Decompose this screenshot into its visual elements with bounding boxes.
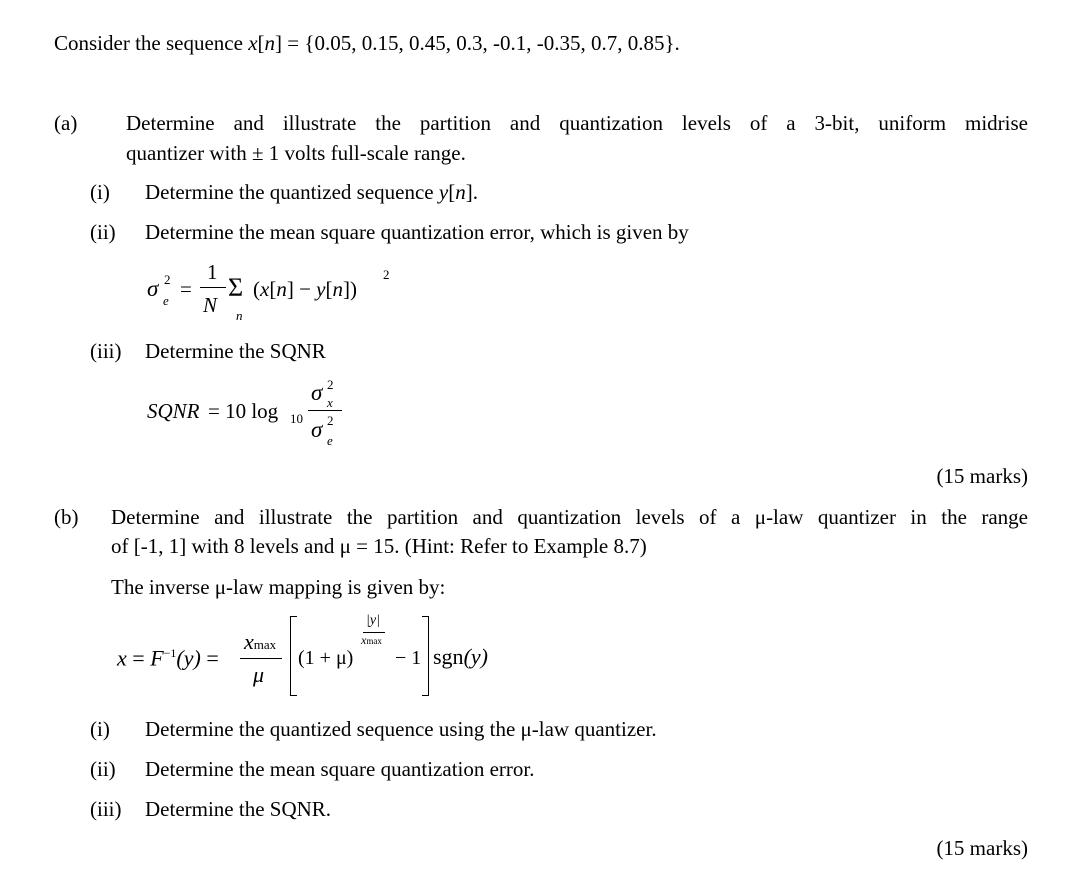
intro-index-close: ] — [275, 31, 283, 55]
part-a-line1: Determine and illustrate the partition and quantization levels of a 3-bit, uniform midrise — [126, 111, 1028, 135]
intro-line — [54, 31, 680, 56]
intro-var: x — [248, 31, 258, 55]
sqnr-den-sub: e — [327, 433, 333, 448]
inv-big-bracket-right — [422, 616, 429, 696]
inv-eq2: = — [200, 645, 219, 671]
part-b-label: (b) — [54, 505, 79, 529]
part-b-inverse-intro: The inverse μ-law mapping is given by: — [111, 575, 446, 599]
part-b-item-i-text: Determine the quantized sequence using the μ-law quantizer. — [145, 717, 657, 741]
mse-b2o: [ — [325, 277, 333, 301]
mse-equals: = — [180, 277, 192, 301]
intro-values: = {0.05, 0.15, 0.45, 0.3, -0.1, -0.35, 0.7, 0.85}. — [282, 31, 680, 55]
mse-n1: n — [276, 277, 287, 301]
mse-sigma-sub: e — [163, 293, 169, 308]
inv-frac-bar — [240, 658, 282, 659]
inv-x: x — [117, 645, 127, 671]
mse-sum-index: n — [236, 308, 243, 323]
part-a-marks: (15 marks) — [936, 464, 1028, 488]
inv-exp-den — [361, 634, 382, 646]
sqnr-den-sup: 2 — [327, 413, 334, 428]
part-a-item-i-prefix: Determine the quantized sequence — [145, 180, 439, 204]
part-a-item-i-idx-var: n — [455, 180, 466, 204]
part-a-label: (a) — [54, 111, 78, 135]
sqnr-eq-log: = 10 log — [208, 399, 279, 423]
intro-prefix: Consider the sequence — [54, 31, 249, 55]
mse-frac-den: N — [203, 293, 218, 317]
mse-y: y — [316, 277, 326, 301]
part-a-item-iii-text: Determine the SQNR — [145, 339, 326, 363]
inv-frac-num — [244, 631, 276, 653]
part-b-item-ii-label: (ii) — [90, 757, 116, 781]
inv-base: (1 + μ) — [298, 647, 354, 669]
inv-minus-one: − 1 — [395, 647, 422, 669]
inv-frac-num-sub: max — [253, 637, 277, 652]
inv-lhs — [117, 647, 219, 669]
part-a-item-ii-label: (ii) — [90, 220, 116, 244]
inv-exp-den-x: x — [361, 633, 367, 647]
inv-frac-den: μ — [253, 662, 265, 687]
inv-eq1: = — [126, 645, 151, 671]
sqnr-den-sigma: σ — [311, 417, 323, 442]
part-b-marks: (15 marks) — [936, 836, 1028, 860]
inv-sgn — [433, 646, 488, 668]
mse-sigma-sup: 2 — [164, 272, 171, 287]
part-b-line1: Determine and illustrate the partition and quantization levels of a μ-law quantizer in the range — [111, 505, 1028, 529]
part-a-item-iii-label: (iii) — [90, 339, 122, 363]
mse-b1o: [ — [269, 277, 277, 301]
part-b-item-iii-label: (iii) — [90, 797, 122, 821]
mse-b1c: ] — [286, 277, 294, 301]
part-b-item-ii-text: Determine the mean square quantization error. — [145, 757, 535, 781]
inv-sgn-fn: sgn — [433, 644, 464, 669]
mse-frac-num: 1 — [207, 260, 218, 284]
intro-index-var: n — [264, 31, 276, 55]
part-a-item-ii-text: Determine the mean square quantization error, which is given by — [145, 220, 689, 244]
mse-body — [253, 279, 357, 300]
part-a-item-i-idx-open: [ — [448, 180, 456, 204]
inv-sgn-arg: (y) — [463, 644, 488, 669]
sqnr-num-sigma: σ — [311, 380, 323, 405]
mse-sum: Σ — [228, 273, 244, 302]
sqnr-lhs: SQNR — [147, 399, 200, 423]
inv-arg: (y) — [176, 645, 201, 671]
mse-outer-sup: 2 — [383, 267, 390, 282]
part-a-item-i-text — [145, 180, 478, 205]
inv-F-sup: −1 — [163, 646, 177, 660]
inv-exp-den-sub: max — [366, 636, 382, 646]
mse-n2: n — [332, 277, 343, 301]
inv-frac-num-x: x — [244, 629, 254, 654]
mse-b2c: ]) — [343, 277, 357, 301]
part-a-item-i-suffix: ]. — [465, 180, 478, 204]
sqnr-num-sup: 2 — [327, 377, 334, 392]
mse-sigma: σ — [147, 276, 159, 301]
mse-minus: − — [293, 277, 317, 301]
inv-big-bracket-left — [290, 616, 297, 696]
sqnr-num-sub: x — [327, 395, 333, 410]
part-b-item-iii-text: Determine the SQNR. — [145, 797, 332, 821]
inv-F: F — [150, 645, 164, 671]
intro-index-open: [ — [257, 31, 265, 55]
part-a-line2: quantizer with ± 1 volts full-scale range. — [126, 141, 466, 165]
mse-frac-bar — [200, 287, 226, 288]
part-b-line2: of [-1, 1] with 8 levels and μ = 15. (Hint: Refer to Example 8.7) — [111, 534, 647, 558]
mse-body-open: ( — [253, 277, 260, 301]
sqnr-log-base: 10 — [290, 411, 303, 426]
sqnr-frac-bar — [308, 410, 342, 411]
part-a-item-i-label: (i) — [90, 180, 110, 204]
inv-exp-num: |y| — [366, 613, 380, 628]
part-b-item-i-label: (i) — [90, 717, 110, 741]
mse-x: x — [260, 277, 270, 301]
part-a-item-i-var: y — [438, 180, 449, 204]
